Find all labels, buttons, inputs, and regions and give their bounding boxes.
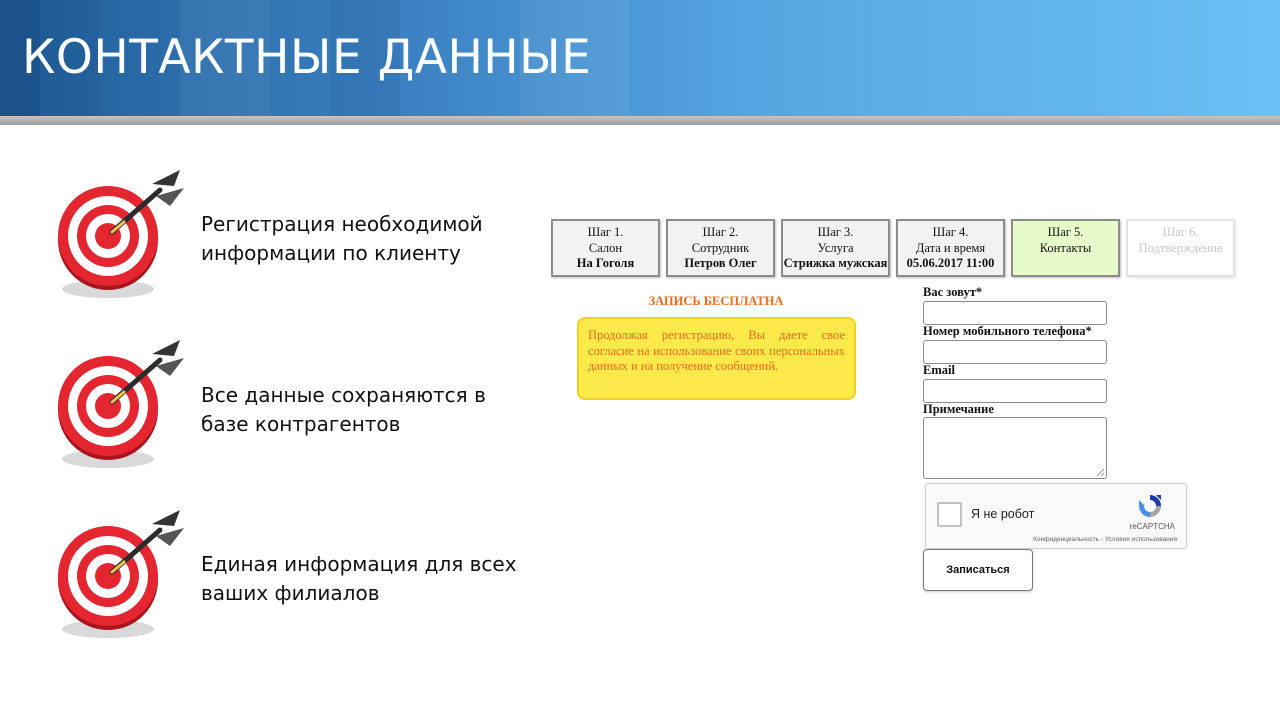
step-value: Петров Олег [684, 256, 757, 270]
feature-text: Все данные сохраняются в базе контрагентов [201, 383, 486, 436]
step-number: Шаг 2. [702, 225, 739, 239]
recaptcha-brand: reCAPTCHA [1129, 522, 1175, 531]
header-divider [0, 116, 1280, 125]
step-name: Салон [588, 240, 623, 255]
recaptcha-logo-icon [1136, 492, 1164, 520]
consent-notice: Продолжая регистрацию, Вы даете свое согласие на использование своих персональных данных и на получение сообщений. [577, 317, 856, 400]
step-service[interactable] [781, 219, 890, 277]
step-salon[interactable] [551, 219, 660, 277]
step-employee[interactable] [666, 219, 775, 277]
email-label: Email [923, 363, 955, 377]
step-value: 05.06.2017 11:00 [906, 256, 995, 270]
feature-item [52, 166, 572, 306]
page-title: КОНТАКТНЫЕ ДАННЫЕ [22, 30, 592, 85]
free-booking-title: ЗАПИСЬ БЕСПЛАТНА [648, 294, 784, 308]
step-value: На Гоголя [576, 256, 635, 270]
name-input[interactable] [923, 301, 1107, 325]
email-input[interactable] [923, 379, 1107, 403]
submit-button[interactable]: Записаться [923, 549, 1033, 591]
dart-target-icon [52, 336, 188, 472]
step-number: Шаг 6. [1162, 225, 1199, 239]
step-contacts[interactable] [1011, 219, 1120, 277]
step-number: Шаг 3. [817, 225, 854, 239]
note-label: Примечание [923, 402, 994, 416]
step-number: Шаг 1. [587, 225, 624, 239]
step-confirmation [1126, 219, 1235, 277]
step-datetime[interactable] [896, 219, 1005, 277]
step-name: Сотрудник [691, 240, 750, 255]
step-number: Шаг 5. [1047, 225, 1084, 239]
resize-grip-icon[interactable] [1096, 468, 1105, 477]
dart-target-icon [52, 166, 188, 302]
step-number: Шаг 4. [932, 225, 969, 239]
step-name: Подтверждение [1138, 240, 1223, 255]
feature-text: Единая информация для всех ваших филиалов [201, 552, 517, 605]
note-textarea[interactable] [923, 417, 1107, 479]
phone-input[interactable] [923, 340, 1107, 364]
feature-item [52, 336, 572, 476]
step-value: Стрижка мужская [783, 256, 888, 270]
feature-text: Регистрация необходимой информации по клиенту [201, 212, 483, 265]
phone-label: Номер мобильного телефона* [923, 324, 1092, 338]
name-label: Вас зовут* [923, 285, 983, 299]
booking-steps [551, 219, 1241, 277]
slide-header [0, 0, 1280, 116]
recaptcha-links[interactable]: Конфиденциальность - Условия использования [1033, 536, 1177, 543]
feature-item [52, 506, 572, 646]
step-name: Услуга [817, 240, 854, 255]
recaptcha-checkbox[interactable] [937, 502, 962, 527]
step-name: Дата и время [915, 240, 986, 255]
step-name: Контакты [1039, 240, 1092, 255]
dart-target-icon [52, 506, 188, 642]
recaptcha-label: Я не робот [971, 507, 1035, 521]
recaptcha-widget [925, 483, 1187, 549]
